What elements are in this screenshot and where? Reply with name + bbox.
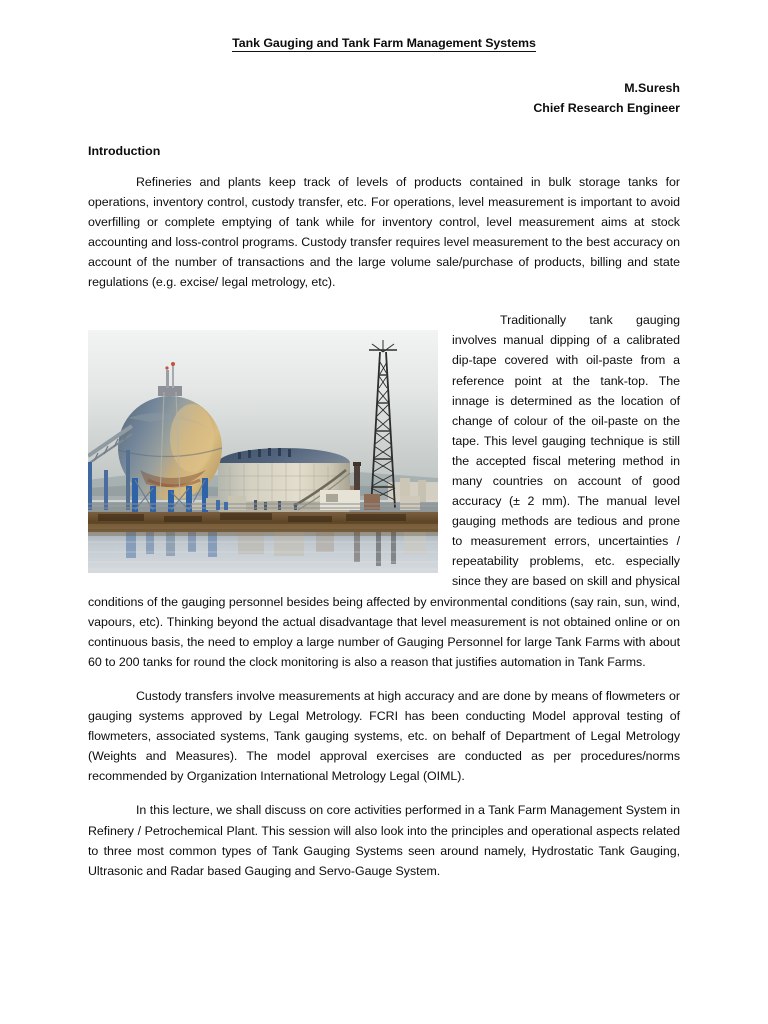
tank-farm-photo-artwork bbox=[88, 330, 438, 573]
page-title bbox=[88, 36, 680, 52]
page-title-text: Tank Gauging and Tank Farm Management Systems bbox=[232, 36, 536, 50]
paragraph-1: Refineries and plants keep track of levels of products contained in bulk storage tanks for operations, inventory control, custody transfer, etc. For operations, level measurement is important to avoid overfilling or complete emptying of tank while for inventory control, level measurement aims at stock accounting and loss-control programs. Custody transfer requires level measurement to the best accuracy on account of the number of transactions and the large volume sale/purchase of products, billing and state regulations (e.g. excise/ legal metrology, etc). bbox=[88, 174, 680, 290]
byline bbox=[88, 78, 680, 118]
figure-text-wrap-block bbox=[88, 310, 680, 672]
tank-farm-photograph bbox=[88, 330, 438, 573]
paragraph-2: Traditionally tank gauging involves manual dipping of a calibrated dip-tape covered with oil-paste from a reference point at the tank-top. The innage is determined as the location of change of colour of the oil-paste on the tape. This level gauging technique is still the accepted fiscal metering method in many countries on account of good accuracy (± 2 mm). The manual level gauging methods are tedious and prone to measurement errors, uncertainties / repeatability problems, etc. especially since they are based on skill and physical conditions of the gauging personnel besides being affected by environmental conditions (say rain, sun, wind, vapours, etc). Thinking beyond the actual disadvantage that level measurement is not obtained online or on continuous basis, the need to employ a large number of Gauging Personnel for large Tank Farms with about 60 to 200 tanks for round the clock monitoring is also a reason that justifies automation in Tank Farms. bbox=[88, 313, 680, 669]
section-heading-introduction: Introduction bbox=[88, 143, 161, 158]
paragraph-3: Custody transfers involve measurements at high accuracy and are done by means of flowmeters or gauging systems approved by Legal Metrology. FCRI has been conducting Model approval testing of flowmeters, associated systems, Tank gauging systems, etc. on behalf of Department of Legal Metrology (Weights and Measures). The model approval exercises are conducted as per procedures/norms recommended by Organization International Metrology Legal (OIML). bbox=[88, 688, 680, 784]
author-role: Chief Research Engineer bbox=[533, 100, 680, 115]
paragraph-4: In this lecture, we shall discuss on core activities performed in a Tank Farm Management System in Refinery / Petrochemical Plant. This session will also look into the principles and operational aspects related to three most common types of Tank Gauging Systems seen around namely, Hydrostatic Tank Gauging, Ultrasonic and Radar based Gauging and Servo-Gauge System. bbox=[88, 803, 680, 878]
author-name: M.Suresh bbox=[624, 80, 680, 95]
